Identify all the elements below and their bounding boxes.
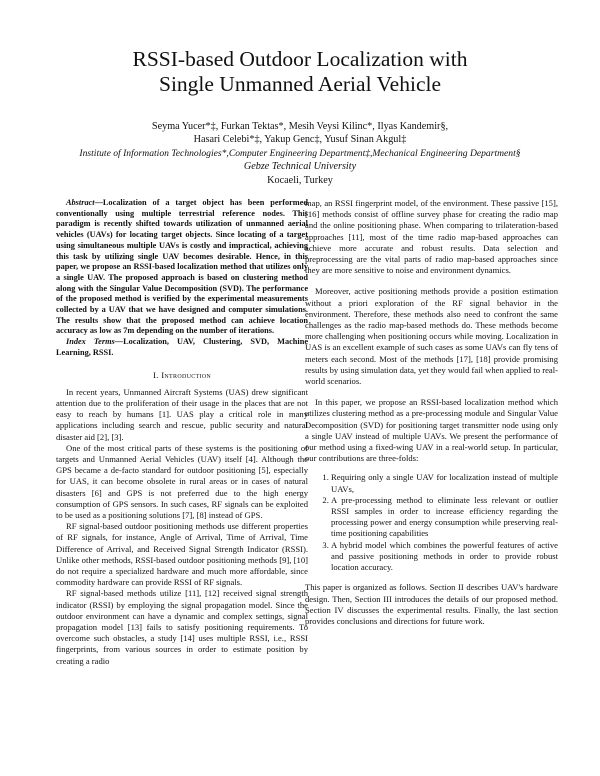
right-paragraph-2: Moreover, active positioning methods provide a position estimation without a priori exploration of the RF signal behavior in the environment. Therefore, these methods also need to confront the same challenges as the radio map-based methods do. These methods become more challenging when positioning occurs while moving. Localization in UAS is an excellent example of such cases as some UAVs can fly tens of meters each second. Most of the methods [17], [18] provide promising results by using simulation data, yet they would fail when applied to real-world scenarios. (305, 286, 558, 387)
right-paragraph-3: In this paper, we propose an RSSI-based localization method which utilizes clustering method as a pre-processing module and Singular Value Decomposition (SVD) for positioning target transmitter node using only a single UAV instead of multiple UAVs. We present the performance of our method using a fixed-wing UAV in a real-world setup. In particular, our contributions are three-folds: (305, 397, 558, 464)
left-column (56, 198, 308, 667)
right-paragraph-1: map, an RSSI fingerprint model, of the environment. These passive [15], [16] methods consist of offline survey phase for creating the radio map and the online positioning phase. When comparing to trilateration-based approaches [11], most of the time radio map-based approaches can achieve more accurate and robust results. Data selection and preprocessing are the vital parts of radio map-based approaches since they are more sensitive to noise and environment dynamics. (305, 198, 558, 276)
contributions-list (305, 472, 558, 573)
intro-paragraph-1: In recent years, Unmanned Aircraft Systems (UAS) drew significant attention due to the proliferation of their usage in the places that are not easy to reach by humans [1]. UAS play a critical role in many applications including search and rescue, public security and natural disaster aid [2], [3]. (56, 386, 308, 442)
authors-line-1: Seyma Yucer*‡, Furkan Tektas*, Mesih Veysi Kilinc*, Ilyas Kandemir§, (151, 121, 449, 132)
abstract (56, 198, 308, 337)
contribution-item-2: 2. A pre-processing method to eliminate less relevant or outlier RSSI samples in order to increase efficiency regarding the processing power and energy consumption while preserving real-time positioning capabilities (331, 495, 558, 540)
affiliations: Institute of Information Technologies*,Computer Engineering Department‡,Mechanical Engineering Department§ (79, 147, 521, 159)
intro-paragraph-4: RF signal-based methods utilize [11], [12] received signal strength indicator (RSSI) by employing the signal propagation model. Since the outdoor environment can have a dynamic and complex settings, signal propagation model [13] fails to satisfy positioning requirements. To overcome such obstacles, a study [14] uses multiple RSSI, i.e., RSSI fingerprints, from various sources in order to estimate position by creating a radio (56, 588, 308, 666)
author-block (40, 120, 560, 187)
paper-title (40, 47, 560, 97)
index-terms-text: —Localization, UAV, Clustering, SVD, Machine Learning, RSSI. (56, 337, 309, 357)
section-name: Introduction (161, 369, 212, 380)
contribution-item-1: 1. Requiring only a single UAV for localization instead of multiple UAVs, (331, 472, 558, 494)
index-terms-label: Index Terms (66, 337, 115, 347)
intro-paragraph-2: One of the most critical parts of these systems is the positioning of targets and Unmanned Aerial Vehicles (UAV) itself [4]. Although the GPS became a de-facto standard for outdoor positioning [5], especially for UAS, it can become obsolete in rural areas or in cases of natural disasters [6] and GPS is not preferred due to the high energy consumption of GPS sensors. In such cases, RF signals can be exploited to be used as a positioning solutions [7], [8] instead of GPS. (56, 442, 308, 520)
title-line-2: Single Unmanned Aerial Vehicle (158, 72, 442, 96)
abstract-text: —Localization of a target object has been performed conventionally using multiple terrestrial reference nodes. This paradigm is recently shifted towards utilization of unmanned aerial vehicles (UAVs) for locating target objects. Since locating of a target using simultaneous multiple UAVs is costly and impractical, achieving this task by utilizing single UAV becomes desirable. Hence, in this paper, we propose an RSSI-based localization method that utilizes only a single UAV. The proposed approach is based on clustering method along with the Singular Value Decomposition (SVD). The performance of the proposed method is verified by the experimental measurements collected by a UAV that we have designed and computer simulations. The results show that the proposed method can achieve location accuracy as low as 7m depending on the number of iterations. (56, 198, 308, 336)
university: Gebze Technical University (243, 161, 357, 173)
contribution-item-3: 3. A hybrid model which combines the powerful features of active and passive positioning methods in order to provide robust location accuracy. (331, 540, 558, 574)
right-paragraph-4: This paper is organized as follows. Section II describes UAV's hardware design. Then, Section III introduces the details of our proposed method. Section IV discusses the experimental results. Finally, the last section provides conclusions and directions for future work. (305, 582, 558, 626)
section-heading-introduction (56, 370, 308, 381)
title-line-1: RSSI-based Outdoor Localization with (132, 47, 468, 71)
location: Kocaeli, Turkey (267, 174, 333, 186)
authors-line-2: Hasari Celebi*‡, Yakup Genc‡, Yusuf Sinan Akgul‡ (193, 134, 407, 146)
abstract-label: Abstract (66, 198, 95, 207)
index-terms (56, 337, 308, 358)
right-column (305, 198, 558, 627)
section-number: I. (152, 369, 162, 380)
intro-paragraph-3: RF signal-based outdoor positioning methods use different properties of RF signals, for instance, Angle of Arrival, Time of Arrival, Time Difference of Arrival, and Received Signal Strength Indicator (RSSI). Unlike other methods, RSSI-based outdoor positioning methods [9], [10] do not require a specialized hardware and much more affordable, since commodity hardware can provide RSSI of RF signals. (56, 521, 308, 588)
